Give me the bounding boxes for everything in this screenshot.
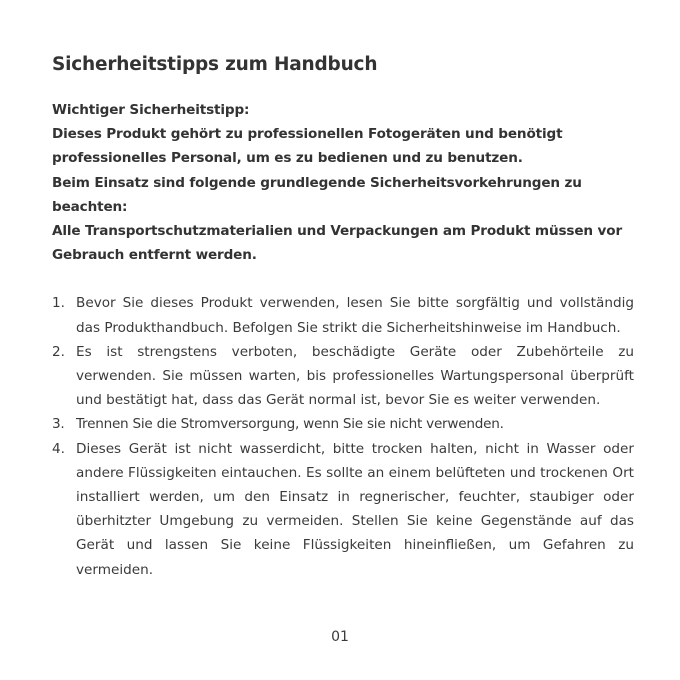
page-title: Sicherheitstipps zum Handbuch <box>52 54 378 75</box>
intro-heading: Wichtiger Sicherheitstipp: <box>52 102 250 118</box>
list-item <box>52 412 634 436</box>
list-item <box>52 437 634 582</box>
list-item <box>52 291 634 339</box>
list-item-text: Es ist strengstens verboten, beschädigte Geräte oder Zubehörteile zu verwenden. Sie müssen warten, bis professionelles Wartungspersonal überprüft und bestätigt hat, dass das Gerät normal ist, bevor Sie es weiter verwenden. <box>76 343 634 409</box>
intro-paragraph-precautions: Beim Einsatz sind folgende grundlegende Sicherheitsvorkehrungen zu beachten: <box>52 174 582 215</box>
manual-page <box>52 52 634 582</box>
list-item-number: 3. <box>52 416 65 433</box>
list-item-text: Bevor Sie dieses Produkt verwenden, lesen Sie bitte sorgfältig und vollständig das Produkthandbuch. Befolgen Sie strikt die Sicherheitshinweise im Handbuch. <box>76 295 634 336</box>
list-item-number: 4. <box>52 440 65 457</box>
list-item-number: 2. <box>52 343 65 360</box>
list-item-text: Trennen Sie die Stromversorgung, wenn Sie sie nicht verwenden. <box>76 416 504 433</box>
intro-paragraph-professional-use: Dieses Produkt gehört zu professionellen Fotogeräten und benötigt professionelles Personal, um es zu bedienen und zu benutzen. <box>52 126 563 167</box>
page-number: 01 <box>331 629 349 645</box>
safety-list <box>52 291 634 581</box>
list-item-number: 1. <box>52 295 65 312</box>
safety-intro <box>52 98 634 267</box>
list-item <box>52 340 634 413</box>
intro-paragraph-packaging: Alle Transportschutzmaterialien und Verpackungen am Produkt müssen vor Gebrauch entfernt werden. <box>52 223 622 264</box>
list-item-text: Dieses Gerät ist nicht wasserdicht, bitte trocken halten, nicht in Wasser oder andere Flüssigkeiten eintauchen. Es sollte an einem belüfteten und trockenen Ort installiert werden, um den Einsatz in regnerischer, feuchter, staubiger oder überhitzter Umgebung zu vermeiden. Stellen Sie keine Gegenstände auf das Gerät und lassen Sie keine Flüssigkeiten hineinfließen, um Gefahren zu vermeiden. <box>76 440 634 578</box>
